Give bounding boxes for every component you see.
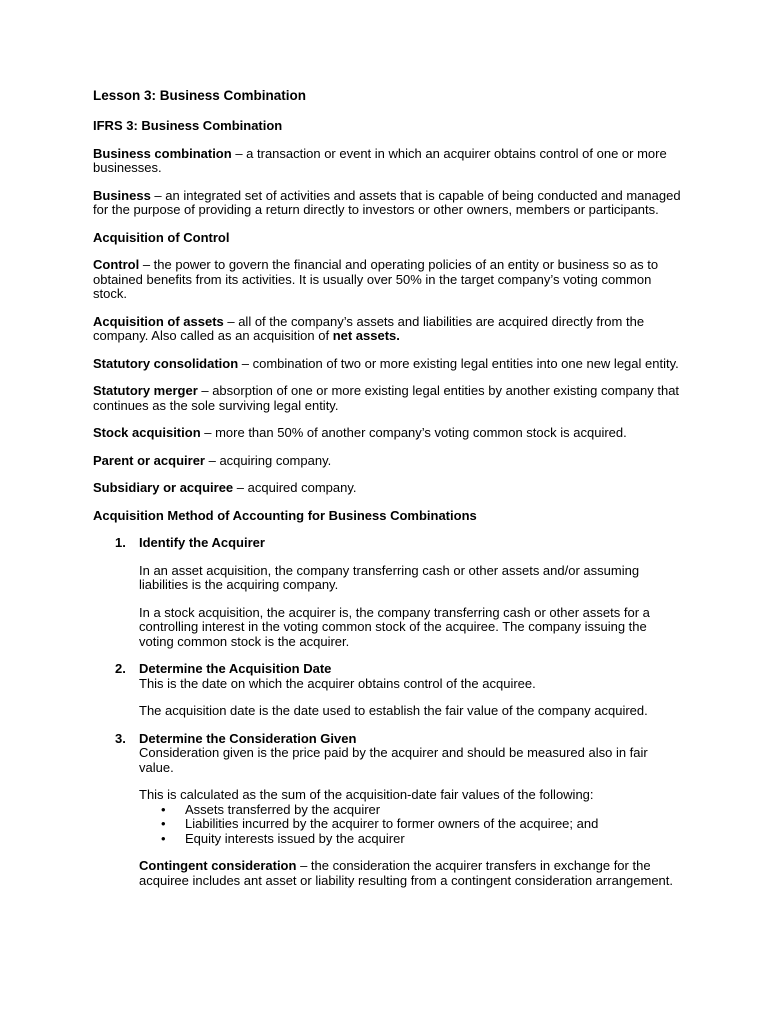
definition-business-combination xyxy=(93,147,683,176)
step-paragraph: Consideration given is the price paid by the acquirer and should be measured also in fair value. xyxy=(139,745,648,775)
definition-statutory-consolidation xyxy=(93,357,683,372)
definition-contingent-consideration xyxy=(139,859,683,888)
step-acquisition-date xyxy=(93,662,683,719)
definition-statutory-merger xyxy=(93,384,683,413)
definition-emphasis: net assets. xyxy=(332,328,400,343)
definition-text: – a transaction or event in which an acquirer obtains control of one or more businesses. xyxy=(93,145,667,175)
definition-text: – more than 50% of another company’s voting common stock is acquired. xyxy=(200,425,627,440)
bullet-text: Assets transferred by the acquirer xyxy=(185,801,381,817)
step-title: Determine the Consideration Given xyxy=(139,730,357,746)
step-consideration-given xyxy=(93,732,683,889)
bullet-text: Liabilities incurred by the acquirer to former owners of the acquiree; and xyxy=(185,816,599,831)
bullet-icon: • xyxy=(161,816,166,831)
definition-term: Business xyxy=(93,187,151,203)
step-number: 2. xyxy=(115,661,126,676)
definition-term: Stock acquisition xyxy=(93,425,201,440)
bullet-icon: • xyxy=(161,801,166,817)
step-paragraph: In a stock acquisition, the acquirer is, the company transferring cash or other assets for a controlling interest in the voting common stock of the acquiree. The company issuing the voting common stock is the acquirer. xyxy=(139,604,650,649)
step-number: 3. xyxy=(115,730,126,746)
definition-term: Statutory merger xyxy=(93,383,198,398)
definition-term: Contingent consideration xyxy=(139,858,297,873)
definition-acquisition-of-assets xyxy=(93,315,683,344)
step-identify-acquirer xyxy=(93,536,683,649)
section-acquisition-of-control: Acquisition of Control xyxy=(93,229,230,245)
definition-stock-acquisition xyxy=(93,426,683,441)
lesson-title: Lesson 3: Business Combination xyxy=(93,88,307,103)
step-paragraph: This is calculated as the sum of the acquisition-date fair values of the following: xyxy=(139,787,594,802)
step-title: Identify the Acquirer xyxy=(139,535,265,550)
definition-business xyxy=(93,189,683,218)
definition-term: Subsidiary or acquiree xyxy=(93,480,234,495)
definition-text: – acquiring company. xyxy=(205,452,332,468)
step-paragraph: This is the date on which the acquirer obtains control of the acquiree. xyxy=(139,675,536,691)
definition-text: – acquired company. xyxy=(233,480,357,495)
definition-parent xyxy=(93,454,683,469)
definition-term: Acquisition of assets xyxy=(93,313,224,329)
definition-control xyxy=(93,258,683,302)
section-acquisition-method: Acquisition Method of Accounting for Business Combinations xyxy=(93,507,477,523)
bullet-list xyxy=(139,803,683,847)
steps-list xyxy=(93,536,683,888)
definition-text: – all of the company’s assets and liabilities are acquired directly from the company. Also called as an acquisition of xyxy=(93,313,645,343)
definition-text: – the power to govern the financial and operating policies of an entity or business so as to obtained benefits from its activities. It is usually over 50% in the target company’s voting common stock. xyxy=(93,257,659,301)
definition-term: Parent or acquirer xyxy=(93,452,205,468)
step-paragraph: In an asset acquisition, the company transferring cash or other assets and/or assuming liabilities is the acquiring company. xyxy=(139,562,640,592)
definition-term: Statutory consolidation xyxy=(93,355,239,371)
document-content xyxy=(93,88,683,901)
step-paragraph: The acquisition date is the date used to establish the fair value of the company acquired. xyxy=(139,703,648,718)
bullet-item xyxy=(139,817,683,832)
ifrs-heading: IFRS 3: Business Combination xyxy=(93,118,283,133)
step-title: Determine the Acquisition Date xyxy=(139,661,332,676)
bullet-text: Equity interests issued by the acquirer xyxy=(185,830,405,846)
bullet-item xyxy=(139,803,683,818)
definition-subsidiary xyxy=(93,481,683,496)
bullet-icon: • xyxy=(161,830,166,846)
definition-text: – the consideration the acquirer transfers in exchange for the acquiree includes ant asset or liability resulting from a contingent consideration arrangement. xyxy=(139,858,674,888)
step-number: 1. xyxy=(115,535,126,550)
definition-term: Control xyxy=(93,257,140,272)
definition-text: – an integrated set of activities and assets that is capable of being conducted and managed for the purpose of providing a return directly to investors or other owners, members or participants. xyxy=(93,187,681,217)
definition-text: – absorption of one or more existing legal entities by another existing company that continues as the sole surviving legal entity. xyxy=(93,383,680,413)
bullet-item xyxy=(139,832,683,847)
definition-term: Business combination xyxy=(93,145,232,161)
definition-text: – combination of two or more existing legal entities into one new legal entity. xyxy=(238,355,679,371)
